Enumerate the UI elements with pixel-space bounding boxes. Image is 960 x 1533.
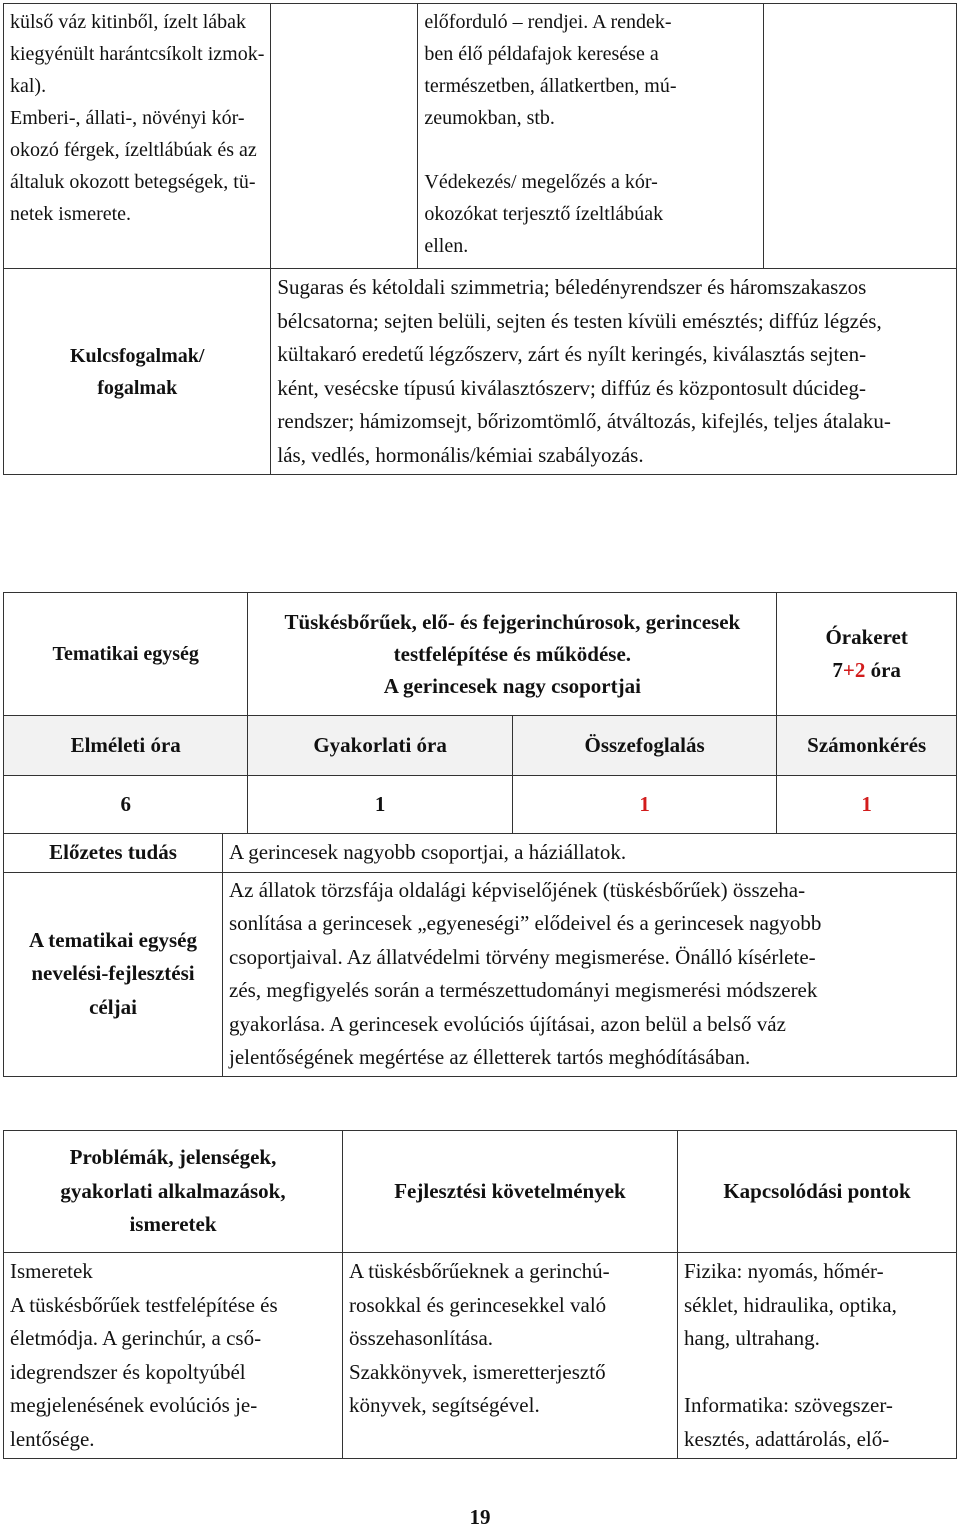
header-osszefoglalas: Összefoglalás (512, 716, 776, 776)
header-fejlesztesi: Fejlesztési követelmények (343, 1131, 678, 1253)
problemak-text: Ismeretek A tüskésbőrűek testfelépítése és életmódja. A gerinchúr, a cső- idegrendszer és kopoltyúbél megjelenésének evolúciós je- lentősége. (4, 1253, 343, 1459)
celjai-text: Az állatok törzsfája oldalági képviselőjének (tüskésbőrűek) összeha- sonlítása a gerincesek „egyeneségi” elődeivel és a gerincesek nagyobb csoportjaival. Az állatvédelmi törvény megismerése. Önálló kísérlete- zés, megfigyelés során a természettudományi megismerési módszerek gyakorlása. A gerincesek evolúciós újításai, azon belül a belső váz jelentőségének megértése az élletterek tartós meghódításában. (223, 872, 957, 1076)
top-table (3, 3, 957, 475)
unit-table (3, 592, 957, 834)
kapcsolodasi-text: Fizika: nyomás, hőmér- séklet, hidraulika, optika, hang, ultrahang. Informatika: szövegszer- kesztés, adattárolás, elő- (678, 1253, 957, 1459)
value-osszefoglalas: 1 (512, 776, 776, 834)
top-col1-text: külső váz kitinből, ízelt lábak kiegyénült harántcsíkolt izmok- kal). Emberi-, állati-, növényi kór- okozó férgek, ízeltlábúak és az általuk okozott betegségek, tü- netek ismerete. (4, 4, 271, 269)
header-gyakorlati: Gyakorlati óra (248, 716, 512, 776)
unit-table-goals (3, 833, 957, 1077)
elozetes-tudas-text: A gerincesek nagyobb csoportjai, a háziállatok. (223, 834, 957, 873)
header-problemak: Problémák, jelenségek, gyakorlati alkalmazások, ismeretek (4, 1131, 343, 1253)
bottom-table (3, 1130, 957, 1459)
header-szamonkeres: Számonkérés (777, 716, 957, 776)
fejlesztesi-text: A tüskésbőrűeknek a gerinchú- rosokkal és gerincesekkel való összehasonlítása. Szakkönyvek, ismeretterjesztő könyvek, segítségével. (343, 1253, 678, 1459)
top-col2-spacer (271, 4, 418, 269)
unit-title: Tüskésbőrűek, elő- és fejgerinchúrosok, gerincesek testfelépítése és működése. A gerincesek nagy csoportjai (248, 593, 777, 716)
tematikai-egyseg-label: Tematikai egység (4, 593, 248, 716)
header-kapcsolodasi: Kapcsolódási pontok (678, 1131, 957, 1253)
celjai-label: A tematikai egység nevelési-fejlesztési céljai (4, 872, 223, 1076)
top-col4-empty (764, 4, 957, 269)
value-szamonkeres: 1 (777, 776, 957, 834)
page-number: 19 (469, 1505, 491, 1529)
header-elmeleti: Elméleti óra (4, 716, 248, 776)
value-elmeleti: 6 (4, 776, 248, 834)
kulcsfogalmak-label: Kulcsfogalmak/ fogalmak (4, 269, 271, 475)
value-gyakorlati: 1 (248, 776, 512, 834)
top-col3-text: előforduló – rendjei. A rendek- ben élő példafajok keresése a természetben, állatkertben, mú- zeumokban, stb. Védekezés/ megelőzés a kór- okozókat terjesztő ízeltlábúak ellen. (418, 4, 764, 269)
elozetes-tudas-label: Előzetes tudás (4, 834, 223, 873)
orakeret: Órakeret 7+2 óra (777, 593, 957, 716)
kulcsfogalmak-text: Sugaras és kétoldali szimmetria; béledényrendszer és háromszakaszos bélcsatorna; sejten belüli, sejten és testen kívüli emésztés; diffúz légzés, kültakaró eredetű légzőszerv, zárt és nyílt keringés, kiválasztás sejten- ként, vesécske típusú kiválasztószerv; diffúz és központosult dúcideg- rendszer; hámizomsejt, bőrizomtömlő, átváltozás, kifejlés, teljes átalaku- lás, vedlés, hormonális/kémiai szabályozás. (271, 269, 957, 475)
